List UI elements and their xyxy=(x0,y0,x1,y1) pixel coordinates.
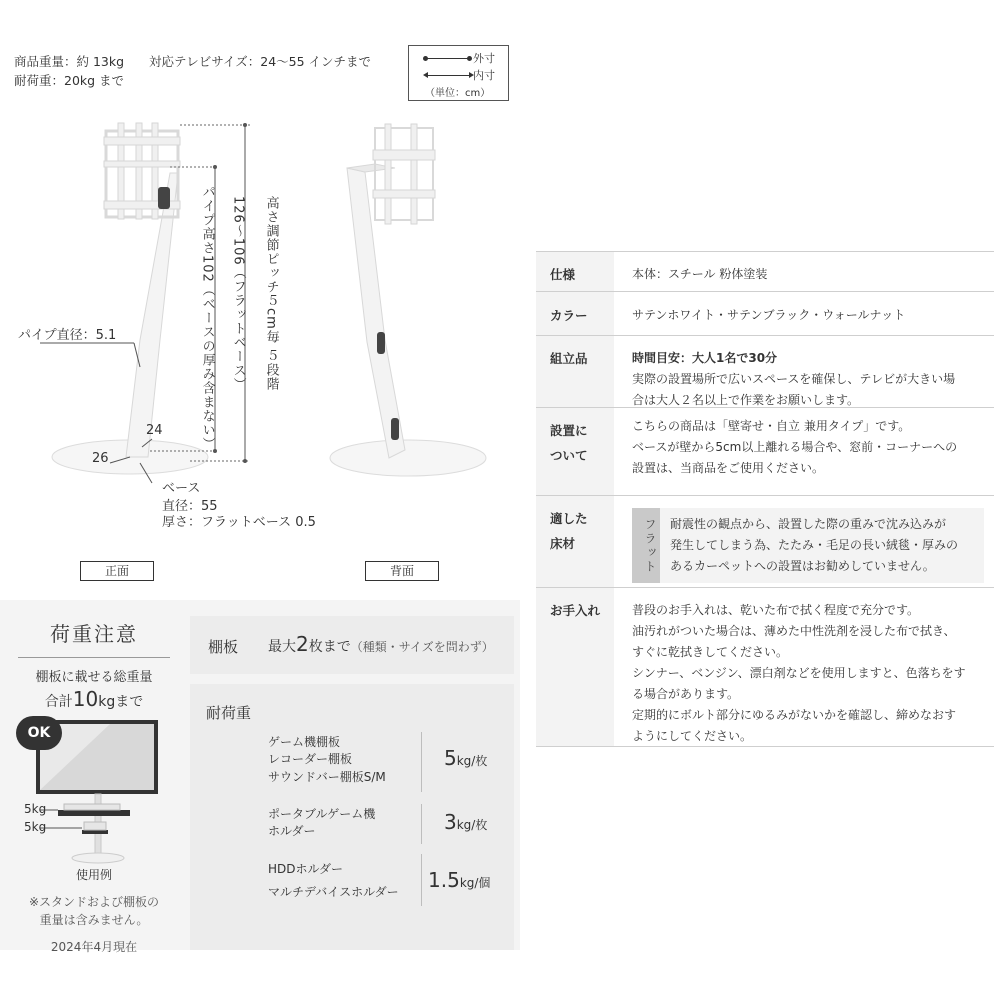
spec-label: 組立品 xyxy=(536,336,614,407)
shelf-label: 棚板 xyxy=(208,638,239,656)
spec-row-material xyxy=(536,251,994,291)
load-desc: 棚板に載せる総重量 xyxy=(35,670,153,685)
capacity-weight-1: 5kg/枚 xyxy=(444,746,488,770)
capacity-weight-2: 3kg/枚 xyxy=(444,810,488,834)
usage-example-label: 使用例 xyxy=(75,868,112,882)
spec-label: 適した 床材 xyxy=(536,496,614,587)
spec-value: 本体：スチール 粉体塗装 xyxy=(632,267,768,281)
pipe-height-label: パイプ高さ102（ベースの厚み含まない） xyxy=(199,185,215,451)
flat-base-note: フラット 耐震性の観点から、設置した際の重みで沈み込みが 発生してしまう為、たたみ・毛足の長い絨毯・厚みの あるカーペットへの設置はお勧めしていません。 xyxy=(632,508,984,583)
shelf-weight-1: 5kg xyxy=(24,802,47,816)
back-view-label: 背面 xyxy=(365,561,439,581)
dimension-legend xyxy=(408,45,509,101)
shelf-weight-2: 5kg xyxy=(24,820,47,834)
base-diameter: 直径：55 xyxy=(162,499,218,514)
capacity-item-2: ポータブルゲーム機 ホルダー xyxy=(268,807,376,839)
product-weight: 商品重量：約 13kg xyxy=(14,54,125,69)
legend-unit: （単位：cm） xyxy=(425,88,491,99)
legend-outer: 外寸 xyxy=(473,52,495,65)
load-capacity: 耐荷重：20kg まで xyxy=(14,73,125,88)
spec-label: 設置に ついて xyxy=(536,408,614,495)
spec-value: こちらの商品は「壁寄せ・自立 兼用タイプ」です。 ベースが壁から5cm以上離れる場合や、窓前・コーナーへの 設置は、当商品をご使用ください。 xyxy=(632,419,958,475)
tv-size: 対応テレビサイズ：24～55 インチまで xyxy=(149,54,372,69)
spec-row-color xyxy=(536,291,994,335)
dim-26: 26 xyxy=(92,451,109,466)
capacity-item-1: ゲーム機棚板 レコーダー棚板 サウンドバー棚板S/M xyxy=(268,735,386,784)
flat-tag: フラット xyxy=(632,508,660,583)
front-view-label: 正面 xyxy=(80,561,154,581)
spec-value: 時間目安：大人1名で30分 実際の設置場所で広いスペースを確保し、テレビが大きい場 合は大人２名以上で作業をお願いします。 xyxy=(632,351,956,407)
load-title: 荷重注意 xyxy=(50,622,138,646)
capacity-title: 耐荷重 xyxy=(206,704,252,722)
date-note: 2024年4月現在 xyxy=(50,940,138,954)
spec-row-care xyxy=(536,587,994,747)
spec-value: 普段のお手入れは、乾いた布で拭く程度で充分です。 油汚れがついた場合は、薄めた中性洗剤を浸した布で拭き、 すぐに乾拭きしてください。 シンナー、ベンジン、漂白剤などを使用しますと、色落ちをす る場合があります。 定期的にボルト部分にゆるみがないかを確認し、締めなおす ようにしてください。 xyxy=(632,603,966,743)
spec-value: サテンホワイト・サテンブラック・ウォールナット xyxy=(632,308,906,322)
total-height-label: 126～106（フラットベース） xyxy=(230,196,246,392)
pipe-diameter-label: パイプ直径：5.1 xyxy=(18,328,117,343)
spec-row-assembly xyxy=(536,335,994,407)
dim-24: 24 xyxy=(146,423,163,438)
load-caution-left xyxy=(14,612,174,711)
weight-note: ※スタンドおよび棚板の 重量は含みません。 xyxy=(28,895,160,927)
load-total: 合計10kgまで xyxy=(44,687,144,711)
spec-row-installation xyxy=(536,407,994,495)
capacity-weight-3: 1.5kg/個 xyxy=(428,868,491,892)
back-view-drawing xyxy=(325,120,495,480)
height-pitch-note: 高さ調節ピッチ５cm毎 ５段階 xyxy=(263,196,279,391)
capacity-item-3: HDDホルダー マルチデバイスホルダー xyxy=(268,862,399,899)
spec-row-flooring xyxy=(536,495,994,587)
capacity-panel xyxy=(190,684,514,950)
spec-value xyxy=(632,496,994,595)
shelf-max: 最大2枚まで（種類・サイズを問わず） xyxy=(268,632,494,656)
spec-label: お手入れ xyxy=(536,588,614,746)
spec-label: カラー xyxy=(536,292,614,335)
ok-badge: OK xyxy=(16,716,62,750)
legend-inner: 内寸 xyxy=(473,69,495,82)
spec-label: 仕様 xyxy=(536,252,614,291)
base-thickness: 厚さ：フラットベース 0.5 xyxy=(162,515,316,530)
spec-table xyxy=(536,251,994,747)
shelf-limit-panel xyxy=(190,616,514,674)
base-title: ベース xyxy=(162,481,201,496)
